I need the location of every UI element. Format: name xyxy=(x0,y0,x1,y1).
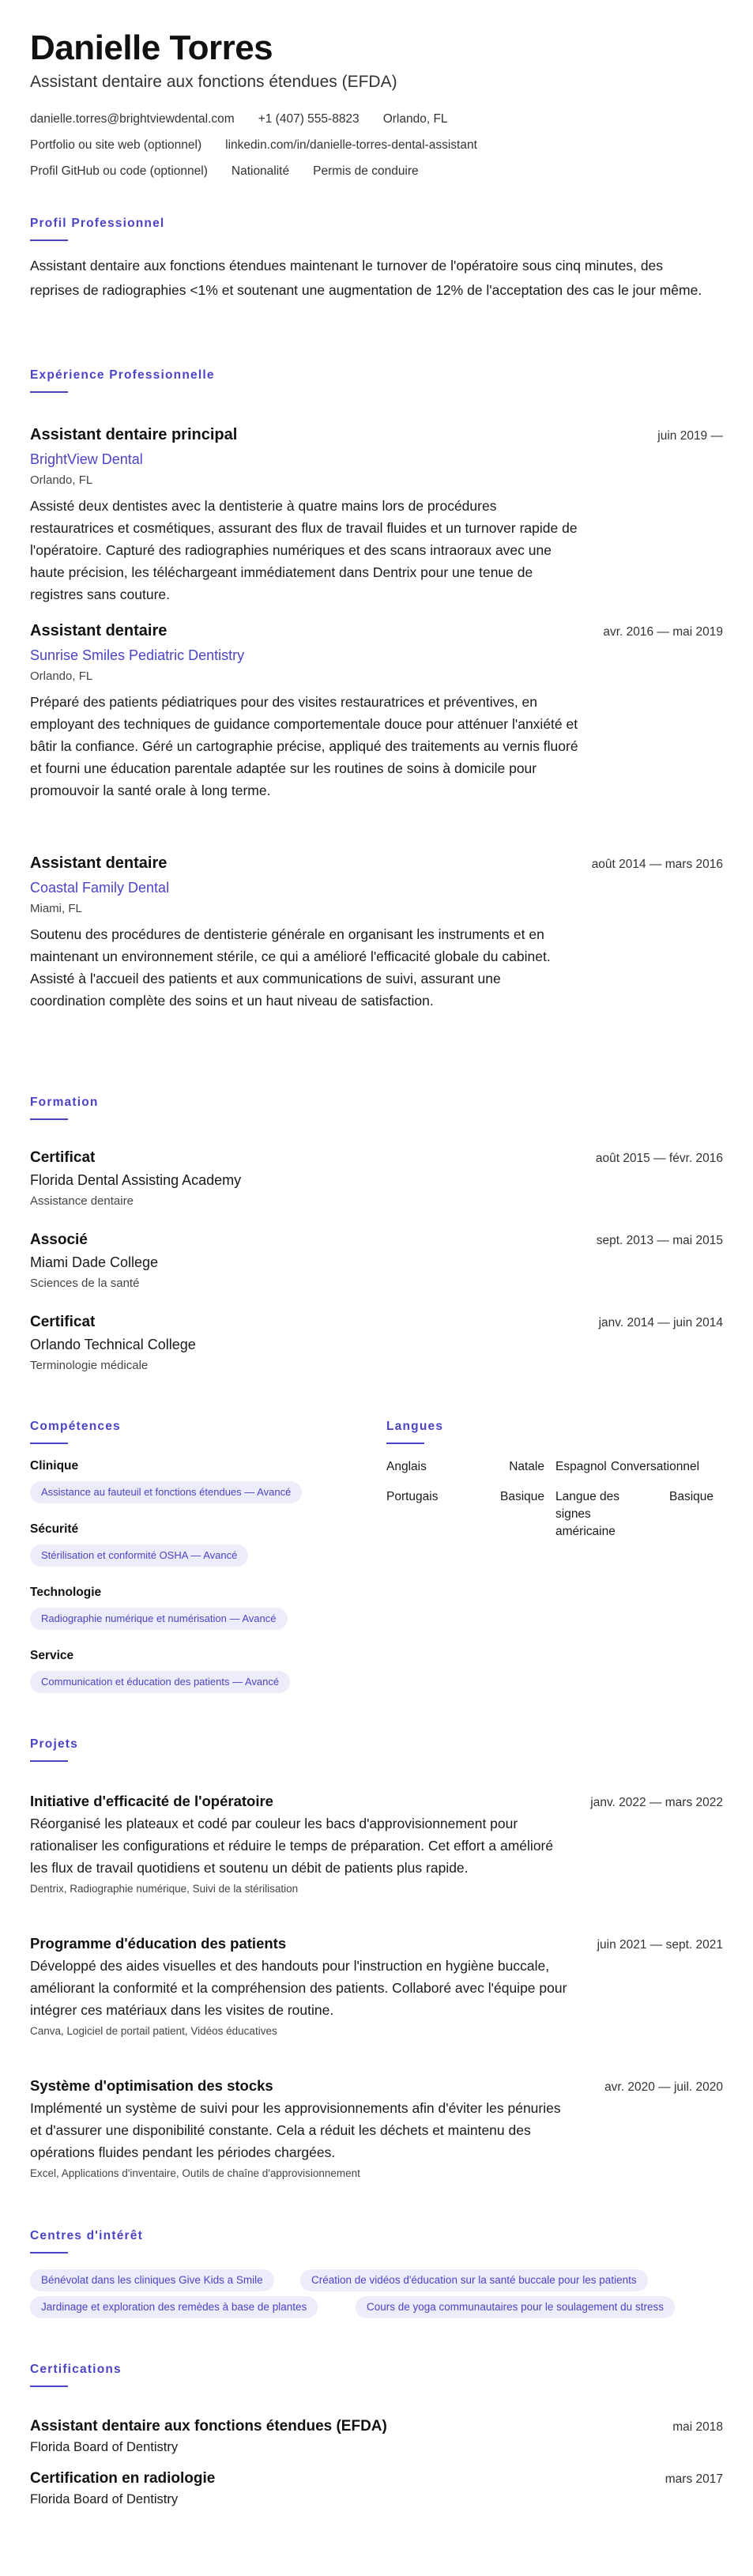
section-divider xyxy=(386,1443,424,1444)
education-dates: sept. 2013 — mai 2015 xyxy=(596,1234,723,1247)
education-item xyxy=(30,1313,723,1374)
section-divider xyxy=(30,1118,68,1120)
skill-category xyxy=(30,1585,378,1630)
contact-row xyxy=(30,111,723,128)
interest-tag: Jardinage et exploration des remèdes à base de plantes xyxy=(30,2296,318,2318)
company-name: BrightView Dental xyxy=(30,451,143,467)
project-description: Développé des aides visuelles et des handouts pour l'instruction en hygiène buccale, améliorant la conformité et la compréhension des patients. Collaboré avec l'équipe pour intégrer ces matériaux dans les visites de routine. xyxy=(30,1958,567,2018)
interests-section xyxy=(30,2228,723,2331)
projects-section xyxy=(30,1737,723,2195)
certification-item xyxy=(30,2469,723,2508)
certification-name: Assistant dentaire aux fonctions étendues (EFDA) xyxy=(30,2418,387,2435)
language-name: Langue des signes américaine xyxy=(555,1490,620,1538)
company-name: Sunrise Smiles Pediatric Dentistry xyxy=(30,647,245,663)
job-role: Assistant dentaire xyxy=(30,854,168,872)
languages-section xyxy=(386,1419,723,1593)
school-name: Miami Dade College xyxy=(30,1254,159,1270)
degree: Certificat xyxy=(30,1149,96,1166)
links-row xyxy=(30,137,723,154)
section-divider xyxy=(30,2252,68,2254)
section-title-languages: Langues xyxy=(386,1420,444,1433)
education-item xyxy=(30,1148,723,1209)
section-title-experience: Expérience Professionnelle xyxy=(30,368,215,382)
job-role: Assistant dentaire xyxy=(30,622,168,639)
job-description: Soutenu des procédures de dentisterie générale en organisant les instruments et en maintenant un environnement stérile, ce qui a amélioré l'efficacité globale du cabinet. Assisté à l'accueil des patients et aux communications de suivi, assurant une coordination complète des soins et un haut niveau de satisfaction. xyxy=(30,926,551,1009)
profile-section xyxy=(30,216,723,303)
skill-category-name: Clinique xyxy=(30,1459,79,1473)
section-title-projects: Projets xyxy=(30,1737,78,1751)
skill-tag: Radiographie numérique et numérisation — Avancé xyxy=(30,1608,288,1630)
location-text: Orlando, FL xyxy=(382,112,448,126)
job-dates: juin 2019 — xyxy=(657,429,723,443)
degree: Certificat xyxy=(30,1314,96,1330)
skill-category xyxy=(30,1458,378,1503)
field-of-study: Terminologie médicale xyxy=(30,1359,149,1372)
section-divider xyxy=(30,1443,68,1444)
linkedin-link[interactable]: linkedin.com/in/danielle-torres-dental-assistant xyxy=(225,138,477,152)
section-title-profile: Profil Professionnel xyxy=(30,217,165,230)
job-description: Assisté deux dentistes avec la dentisterie à quatre mains lors de procédures restauratrices et cosmétiques, assurant des flux de travail fluides et un turnover rapide de l'opératoire. Capturé des radiographies numériques et des scans intraoraux avec une haute précision, les téléchargeant immédiatement dans Dentrix pour une tenue de registres sans couture. xyxy=(30,498,578,602)
profile-summary: Assistant dentaire aux fonctions étendues maintenant le turnover de l'opératoire sous cinq minutes, des reprises de radiographies <1% et soutenant une augmentation de 12% de l'acceptation des cas le jour même. xyxy=(30,258,702,298)
language-name: Anglais xyxy=(386,1460,427,1473)
section-divider xyxy=(30,2386,68,2387)
project-name: Programme d'éducation des patients xyxy=(30,1935,287,1952)
project-name: Initiative d'efficacité de l'opératoire xyxy=(30,1793,273,1809)
resume-header xyxy=(30,28,723,180)
job-description: Préparé des patients pédiatriques pour des visites restauratrices et préventives, en employant des techniques de guidance comportementale douce pour atténuer l'anxiété et bâtir la confiance. Géré un cartographie précise, appliqué des traitements au vernis fluoré et fourni une éducation parentale adaptée sur les routines de soins à domicile pour promouvoir la santé orale à long terme. xyxy=(30,694,578,798)
job-dates: avr. 2016 — mai 2019 xyxy=(603,625,723,639)
certification-issuer: Florida Board of Dentistry xyxy=(30,2440,179,2454)
language-level: Conversationnel xyxy=(611,1460,700,1473)
section-title-skills: Compétences xyxy=(30,1420,121,1433)
section-divider xyxy=(30,239,68,241)
project-description: Réorganisé les plateaux et codé par couleur les bacs d'approvisionnement pour rationaliser les configurations et réduire le temps de préparation. Cet effort a amélioré les flux de travail quotidiens et soutenu un débit de patients plus rapide. xyxy=(30,1816,554,1876)
languages-table xyxy=(386,1458,718,1577)
email-link[interactable]: danielle.torres@brightviewdental.com xyxy=(30,112,235,126)
section-divider xyxy=(30,1760,68,1762)
portfolio-link[interactable]: Portfolio ou site web (optionnel) xyxy=(30,138,202,152)
project-description: Implémenté un système de suivi pour les approvisionnements afin d'éviter les pénuries et d'assurer une disponibilité constante. Cela a réduit les déchets et maintenu des opérations fluides pendant les périodes chargées. xyxy=(30,2100,561,2160)
education-section xyxy=(30,1095,723,1372)
education-dates: août 2015 — févr. 2016 xyxy=(595,1152,723,1165)
job-location: Miami, FL xyxy=(30,902,82,915)
candidate-name: Danielle Torres xyxy=(30,28,273,67)
certification-item xyxy=(30,2417,723,2456)
project-item xyxy=(30,2076,723,2181)
project-dates: avr. 2020 — juil. 2020 xyxy=(604,2080,723,2094)
degree: Associé xyxy=(30,1231,88,1248)
experience-item xyxy=(30,853,723,1012)
license-text: Permis de conduire xyxy=(313,164,419,178)
field-of-study: Assistance dentaire xyxy=(30,1194,134,1208)
certifications-section xyxy=(30,2362,723,2551)
school-name: Orlando Technical College xyxy=(30,1337,196,1352)
company-name: Coastal Family Dental xyxy=(30,880,170,896)
nationality-text: Nationalité xyxy=(231,164,290,178)
section-title-certifications: Certifications xyxy=(30,2363,122,2376)
candidate-title: Assistant dentaire aux fonctions étendues (EFDA) xyxy=(30,73,397,91)
skill-tag: Stérilisation et conformité OSHA — Avancé xyxy=(30,1544,248,1567)
interest-tag: Cours de yoga communautaires pour le soulagement du stress xyxy=(356,2296,675,2318)
education-item xyxy=(30,1231,723,1292)
skills-section xyxy=(30,1419,378,1703)
language-level: Basique xyxy=(499,1490,544,1503)
project-dates: juin 2021 — sept. 2021 xyxy=(597,1938,723,1952)
skill-category xyxy=(30,1648,378,1693)
extra-row xyxy=(30,163,723,180)
language-level: Basique xyxy=(668,1490,713,1503)
skill-category xyxy=(30,1522,378,1567)
section-title-education: Formation xyxy=(30,1096,99,1109)
project-item xyxy=(30,1934,723,2039)
certification-issuer: Florida Board of Dentistry xyxy=(30,2492,179,2506)
experience-section xyxy=(30,368,723,1039)
interest-tag: Bénévolat dans les cliniques Give Kids a Smile xyxy=(30,2269,274,2291)
project-dates: janv. 2022 — mars 2022 xyxy=(590,1796,723,1809)
job-location: Orlando, FL xyxy=(30,669,93,683)
language-name: Portugais xyxy=(386,1490,439,1503)
project-name: Système d'optimisation des stocks xyxy=(30,2077,273,2094)
skill-tag: Assistance au fauteuil et fonctions étendues — Avancé xyxy=(30,1481,302,1503)
language-name: Espagnol xyxy=(555,1460,607,1473)
phone-text: +1 (407) 555-8823 xyxy=(258,112,360,126)
job-role: Assistant dentaire principal xyxy=(30,426,238,443)
project-tech: Canva, Logiciel de portail patient, Vidéos éducatives xyxy=(30,2025,277,2037)
skill-category-name: Service xyxy=(30,1649,74,1662)
school-name: Florida Dental Assisting Academy xyxy=(30,1172,242,1188)
education-dates: janv. 2014 — juin 2014 xyxy=(598,1316,723,1329)
github-link[interactable]: Profil GitHub ou code (optionnel) xyxy=(30,164,208,178)
interest-tag: Création de vidéos d'éducation sur la santé buccale pour les patients xyxy=(300,2269,648,2291)
project-tech: Excel, Applications d'inventaire, Outils de chaîne d'approvisionnement xyxy=(30,2167,360,2179)
section-divider xyxy=(30,391,68,393)
experience-item xyxy=(30,620,723,801)
certification-name: Certification en radiologie xyxy=(30,2470,216,2487)
skill-tag: Communication et éducation des patients — Avancé xyxy=(30,1671,290,1693)
experience-item xyxy=(30,424,723,605)
language-level: Natale xyxy=(509,1460,544,1473)
job-dates: août 2014 — mars 2016 xyxy=(591,858,723,871)
certification-date: mars 2017 xyxy=(665,2472,723,2486)
certification-date: mai 2018 xyxy=(672,2420,723,2434)
section-title-interests: Centres d'intérêt xyxy=(30,2229,143,2242)
project-item xyxy=(30,1792,723,1896)
job-location: Orlando, FL xyxy=(30,473,93,487)
project-tech: Dentrix, Radiographie numérique, Suivi de la stérilisation xyxy=(30,1883,299,1895)
field-of-study: Sciences de la santé xyxy=(30,1277,140,1290)
skill-category-name: Sécurité xyxy=(30,1522,79,1536)
skill-category-name: Technologie xyxy=(30,1586,102,1599)
